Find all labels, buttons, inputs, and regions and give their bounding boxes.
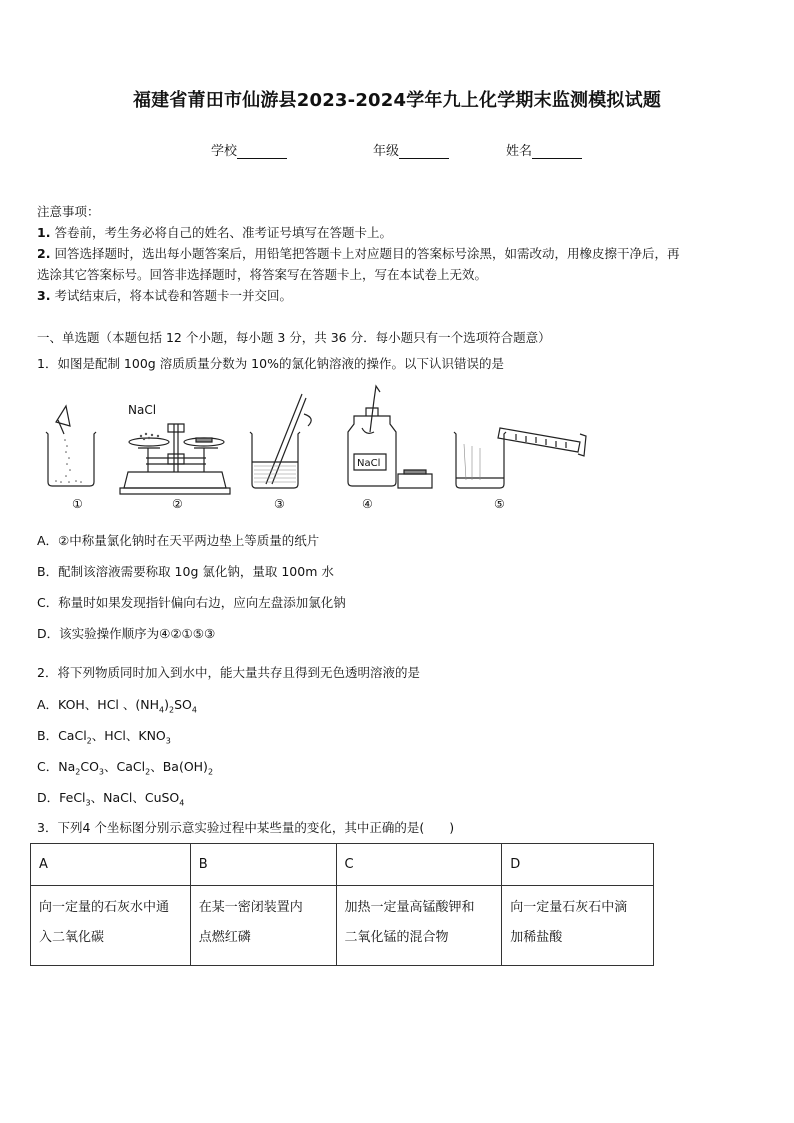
beaker-stirring-icon [250,394,311,488]
figure-label-1: ① [72,497,83,511]
notice-block [37,201,762,306]
balance-scale-icon [120,424,230,494]
q3-cell-d: 向一定量石灰石中滴 加稀盐酸 [502,886,654,966]
school-label: 学校 [211,144,238,159]
q3-option-table [30,843,654,966]
q1-option-c[interactable]: C．称量时如果发现指针偏向右边，应向左盘添加氯化钠 [37,595,346,610]
figure-nacl-label: NaCl [128,403,157,417]
school-blank[interactable] [237,145,287,159]
q2-option-b[interactable]: B．CaCl$_2$、HCl、$KNO_3$ [37,728,171,746]
q3-stem: 3．下列4 个坐标图分别示意实验过程中某些量的变化，其中正确的是( ) [37,820,455,835]
section-heading: 一、单选题（本题包括 12 个小题，每小题 3 分，共 36 分．每小题只有一个选项符合题意） [37,330,551,345]
q3-header-d[interactable]: D [502,844,654,886]
q2-option-c[interactable]: C．$Na_2CO_3$、CaCl$_2$、$Ba(OH)_2$ [37,759,214,777]
q3-header-c[interactable]: C [336,844,502,886]
notice-item-2-cont: 选涂其它答案标号。回答非选择题时，将答案写在答题卡上，写在本试卷上无效。 [37,267,488,282]
q2-option-d[interactable]: D．FeCl$_3$、NaCl、CuSO$_4$ [37,790,185,808]
q2-stem: 2．将下列物质同时加入到水中，能大量共存且得到无色透明溶液的是 [37,665,420,680]
reagent-jar-icon [348,386,432,488]
notice-item-3: 3. 考试结束后，将本试卷和答题卡一并交回。 [37,288,292,303]
name-field [506,140,582,159]
school-field [211,140,287,159]
q1-figure [36,384,596,514]
page-title: 福建省莆田市仙游县2023-2024学年九上化学期末监测模拟试题 [132,90,662,111]
q1-option-d[interactable]: D．该实验操作顺序为④②①⑤③ [37,626,216,641]
beaker-with-paper-icon [46,406,96,486]
q1-option-a[interactable]: A．②中称量氯化钠时在天平两边垫上等质量的纸片 [37,533,320,548]
q3-cell-c: 加热一定量高锰酸钾和 二氧化锰的混合物 [336,886,502,966]
figure-label-5: ⑤ [494,497,505,511]
notice-item-2: 2. 回答选择题时，选出每小题答案后，用铅笔把答题卡上对应题目的答案标号涂黑，如需改动，用橡皮擦干净后，再 [37,246,680,261]
q1-option-b[interactable]: B．配制该溶液需要称取 10g 氯化钠，量取 100m 水 [37,564,334,579]
figure-jar-label: NaCl [357,458,381,469]
grade-blank[interactable] [399,145,449,159]
name-label: 姓名 [506,144,533,159]
figure-label-3: ③ [274,497,285,511]
q1-stem: 1．如图是配制 100g 溶质质量分数为 10%的氯化钠溶液的操作。以下认识错误的是 [37,356,504,371]
name-blank[interactable] [532,145,582,159]
grade-field [373,140,449,159]
q3-header-a[interactable]: A [31,844,191,886]
graduated-cylinder-icon [454,428,586,488]
figure-label-2: ② [172,497,183,511]
q3-cell-a: 向一定量的石灰水中通 入二氧化碳 [31,886,191,966]
q3-header-b[interactable]: B [190,844,336,886]
grade-label: 年级 [373,144,400,159]
q2-option-a[interactable]: A．KOH、HCl 、$(NH_4)_2SO_4$ [37,697,197,715]
figure-label-4: ④ [362,497,373,511]
q3-cell-b: 在某一密闭装置内 点燃红磷 [190,886,336,966]
notice-heading: 注意事项： [37,204,100,219]
notice-item-1: 1. 答卷前，考生务必将自己的姓名、准考证号填写在答题卡上。 [37,225,392,240]
